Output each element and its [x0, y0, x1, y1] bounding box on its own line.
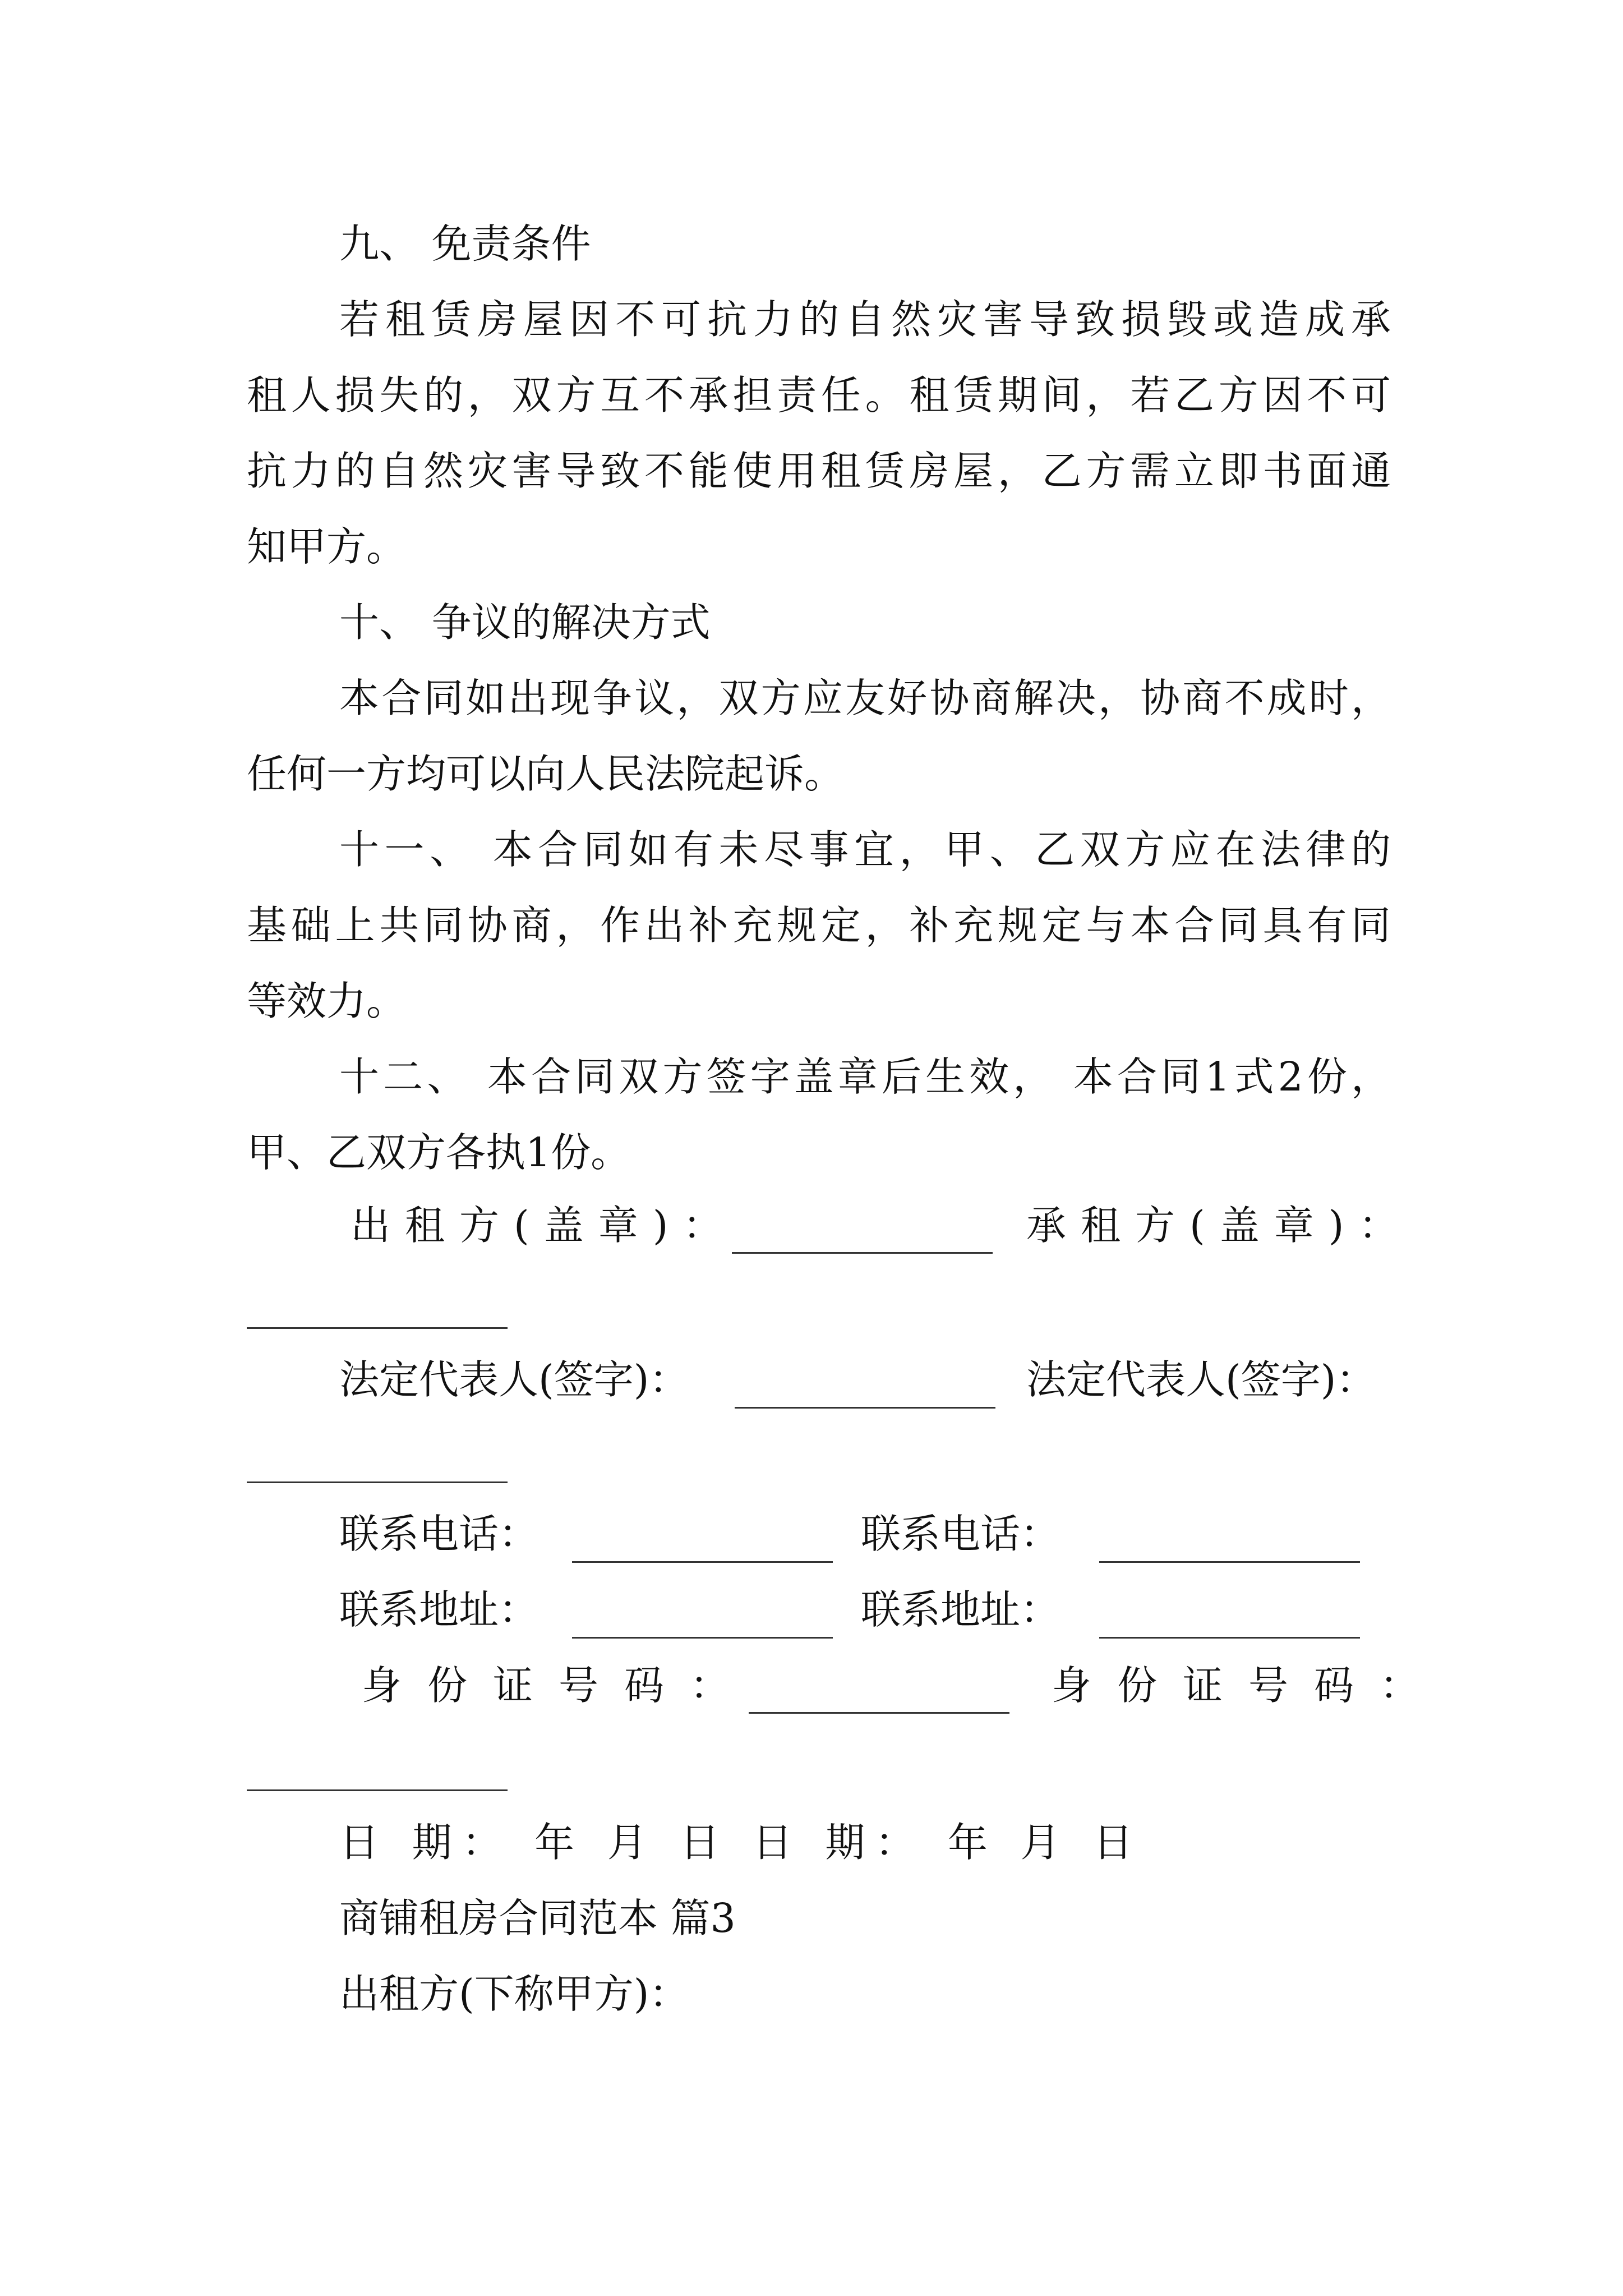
- paragraph-line: 若租赁房屋因不可抗力的自然灾害导致损毁或造成承: [339, 296, 1391, 343]
- id-b-blank[interactable]: [247, 1789, 508, 1791]
- paragraph-line: 本合同如出现争议，双方应友好协商解决，协商不成时，: [339, 675, 1391, 721]
- paragraph-line: 十二、 本合同双方签字盖章后生效， 本合同1式2份，: [339, 1053, 1391, 1100]
- paragraph-line: 知甲方。: [247, 523, 407, 570]
- lessee-seal-blank[interactable]: [247, 1327, 508, 1329]
- lessor-seal-blank[interactable]: [732, 1252, 993, 1254]
- id-a-label: 身份证号码：: [362, 1662, 756, 1709]
- paragraph-line: 租人损失的，双方互不承担责任。租赁期间，若乙方因不可: [247, 372, 1391, 418]
- phone-b-blank[interactable]: [1099, 1561, 1360, 1563]
- paragraph-line: 抗力的自然灾害导致不能使用租赁房屋，乙方需立即书面通: [247, 448, 1391, 494]
- address-a-blank[interactable]: [572, 1637, 833, 1639]
- paragraph-line: 甲、乙双方各执1份。: [247, 1129, 631, 1176]
- address-b-blank[interactable]: [1099, 1637, 1360, 1639]
- phone-b-label: 联系电话：: [861, 1511, 1061, 1557]
- paragraph-line: 任何一方均可以向人民法院起诉。: [247, 751, 845, 797]
- address-b-label: 联系地址：: [861, 1586, 1061, 1633]
- paragraph-line: 十一、 本合同如有未尽事宜，甲、乙双方应在法律的: [339, 826, 1391, 873]
- address-a-label: 联系地址：: [339, 1586, 539, 1633]
- phone-a-label: 联系电话：: [339, 1511, 539, 1557]
- id-a-blank[interactable]: [749, 1712, 1009, 1714]
- rep-b-blank[interactable]: [247, 1481, 508, 1483]
- paragraph-line: 基础上共同协商，作出补充规定，补充规定与本合同具有同: [247, 902, 1391, 949]
- lessee-seal-label: 承租方(盖章)：: [1026, 1202, 1413, 1249]
- date-line: 日 期： 年 月 日 日 期： 年 月 日: [339, 1819, 1144, 1866]
- section-heading-10: 十、 争议的解决方式: [339, 599, 711, 646]
- phone-a-blank[interactable]: [572, 1561, 833, 1563]
- id-b-label: 身份证号码：: [1052, 1662, 1446, 1709]
- next-contract-first-line: 出租方(下称甲方)：: [339, 1971, 689, 2017]
- lessor-seal-label: 出租方(盖章)：: [351, 1202, 737, 1249]
- rep-a-blank[interactable]: [735, 1407, 995, 1409]
- paragraph-line: 等效力。: [247, 978, 407, 1024]
- rep-a-label: 法定代表人(签字)：: [339, 1356, 689, 1403]
- section-heading-9: 九、 免责条件: [339, 220, 591, 267]
- next-contract-title: 商铺租房合同范本 篇3: [339, 1895, 736, 1941]
- rep-b-label: 法定代表人(签字)：: [1026, 1356, 1376, 1403]
